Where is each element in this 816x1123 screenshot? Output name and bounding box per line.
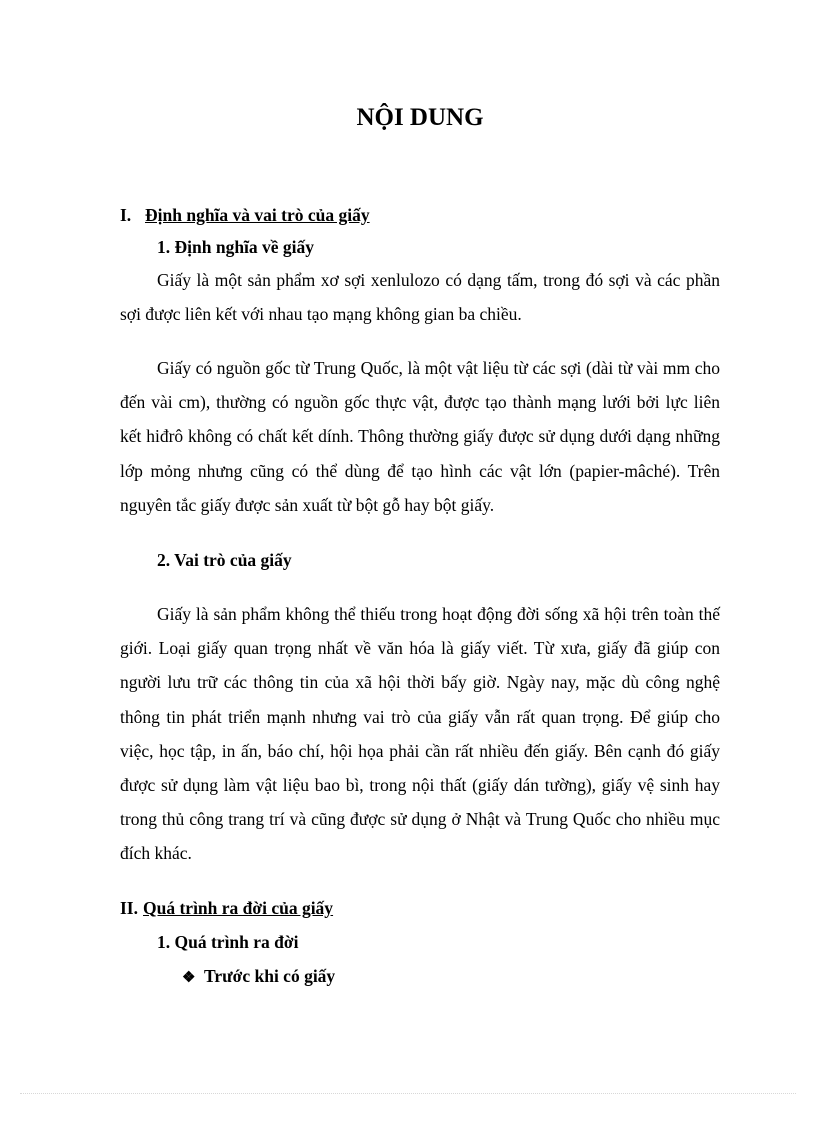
section-2-title: Quá trình ra đời của giấy bbox=[143, 898, 334, 918]
paragraph-definition: Giấy là một sản phẩm xơ sợi xenlulozo có dạng tấm, trong đó sợi và các phần sợi được liên kết với nhau tạo mạng không gian ba chiều. bbox=[120, 270, 720, 325]
bullet-heading bbox=[182, 966, 335, 987]
bullet-heading-text: Trước khi có giấy bbox=[204, 966, 336, 986]
section-1-sub-2-heading: 2. Vai trò của giấy bbox=[157, 550, 292, 570]
section-1-title: Định nghĩa và vai trò của giấy bbox=[145, 205, 370, 225]
page-bottom-divider bbox=[20, 1093, 796, 1094]
section-2-heading bbox=[120, 898, 333, 919]
page-title: NỘI DUNG bbox=[356, 104, 484, 131]
section-1-heading bbox=[120, 205, 370, 226]
paragraph-role: Giấy là sản phẩm không thể thiếu trong hoạt động đời sống xã hội trên toàn thế giới. Loại giấy quan trọng nhất về văn hóa là giấy viết. Từ xưa, giấy đã giúp con người lưu trữ các thông tin của xã hội thời bấy giờ. Ngày nay, mặc dù công nghệ thông tin phát triển mạnh nhưng vai trò của giấy vẫn rất quan trọng. Để giúp cho việc, học tập, in ấn, báo chí, hội họa phải cần rất nhiều đến giấy. Bên cạnh đó giấy được sử dụng làm vật liệu bao bì, trong nội thất (giấy dán tường), giấy vệ sinh hay trong thủ công trang trí và cũng được sử dụng ở Nhật và Trung Quốc cho nhiều mục đích khác. bbox=[120, 604, 720, 864]
section-2-sub-1-heading: 1. Quá trình ra đời bbox=[157, 932, 299, 952]
paragraph-origin: Giấy có nguồn gốc từ Trung Quốc, là một vật liệu từ các sợi (dài từ vài mm cho đến vài cm), thường có nguồn gốc thực vật, được tạo thành mạng lưới bởi lực liên kết hiđrô không có chất kết dính. Thông thường giấy được sử dụng dưới dạng những lớp mỏng nhưng cũng có thể dùng để tạo hình các vật lớn (papier-mâché). Trên nguyên tắc giấy được sản xuất từ bột gỗ hay bột giấy. bbox=[120, 358, 720, 515]
section-2-number: II. bbox=[120, 898, 138, 918]
section-1-number: I. bbox=[120, 205, 132, 225]
section-1-sub-1-heading: 1. Định nghĩa về giấy bbox=[157, 237, 315, 257]
diamond-bullet-icon: ❖ bbox=[182, 970, 196, 986]
